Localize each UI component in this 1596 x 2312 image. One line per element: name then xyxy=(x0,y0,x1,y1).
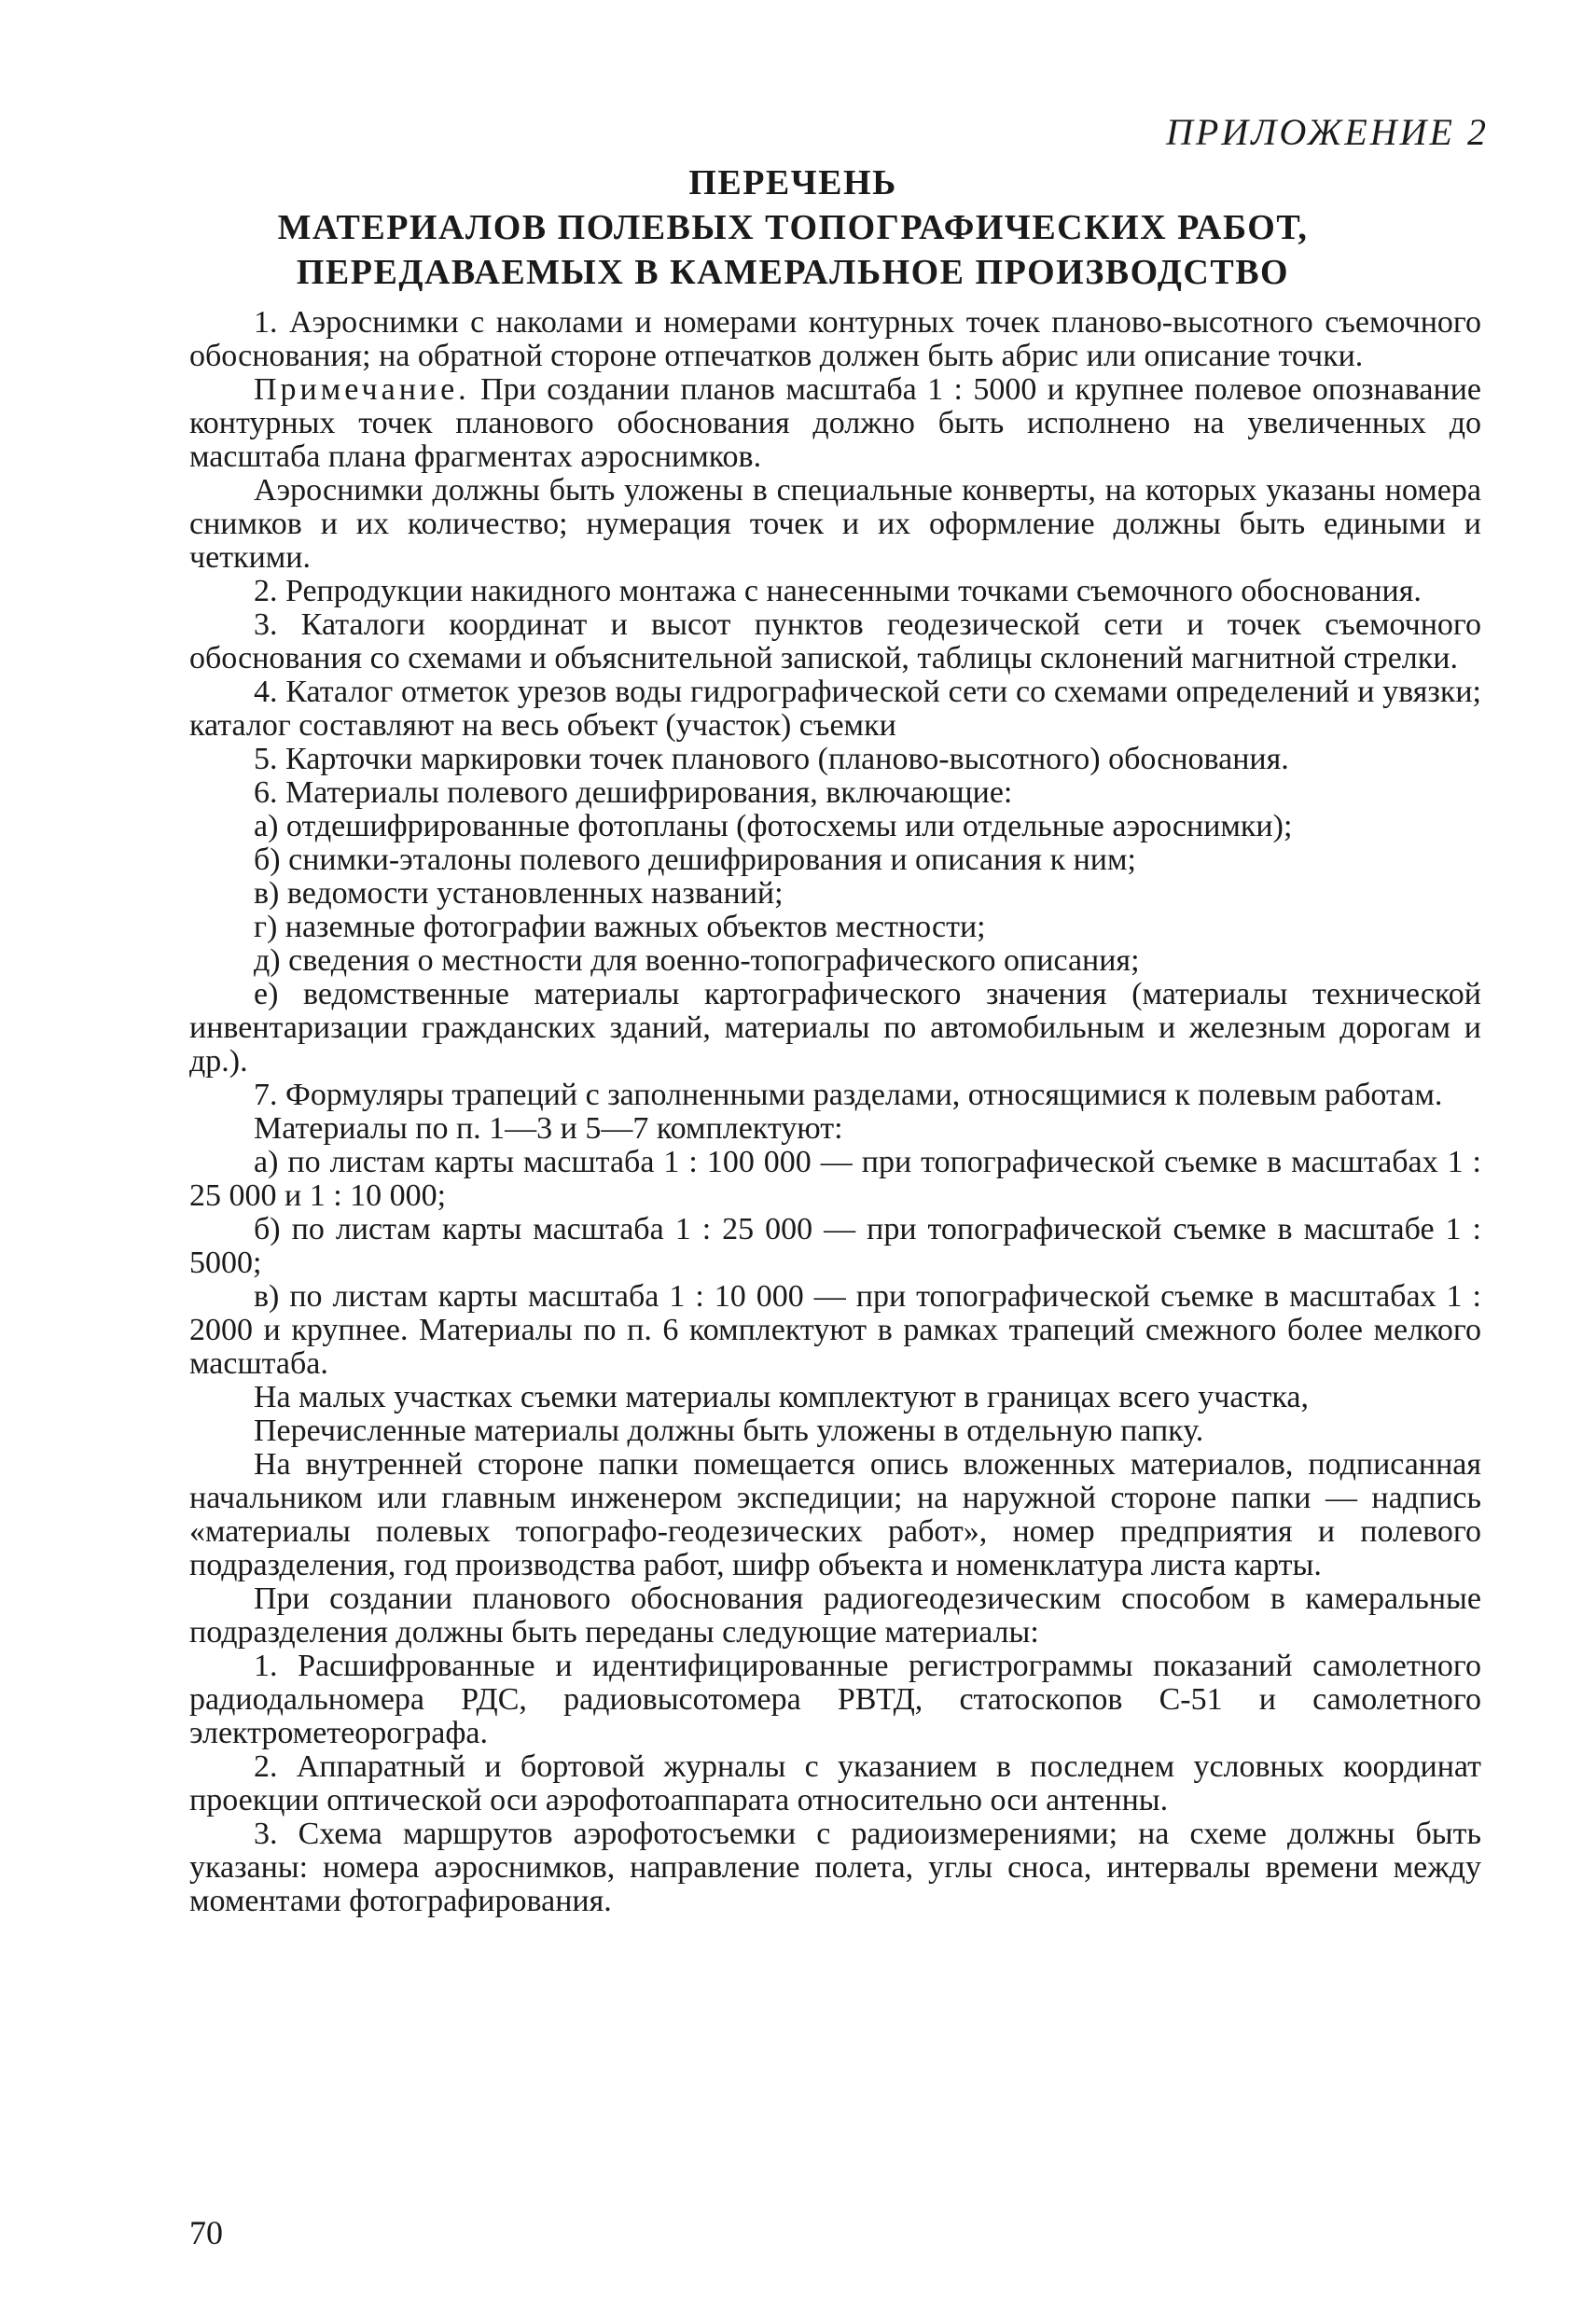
paragraph-envelopes: Аэроснимки должны быть уложены в специальные конверты, на которых указаны номера снимков и их количество; нумерация точек и их оформление должны быть едиными и четкими. xyxy=(189,473,1481,575)
title-line-2: МАТЕРИАЛОВ ПОЛЕВЫХ ТОПОГРАФИЧЕСКИХ РАБОТ, xyxy=(277,208,1309,247)
page-number: 70 xyxy=(189,2214,223,2251)
note-label: Примечание. xyxy=(254,372,470,407)
paragraph-item-2: 2. Репродукции накидного монтажа с нанесенными точками съемочного обоснования. xyxy=(254,574,1422,608)
paragraph-item-6: 6. Материалы полевого дешифрирования, включающие: xyxy=(254,775,1013,810)
radio-item-3: 3. Схема маршрутов аэрофотосъемки с радиоизмерениями; на схеме должны быть указаны: номера аэроснимков, направление полета, углы сноса, интервалы времени между моментами фотографирования. xyxy=(189,1817,1481,1918)
subitem-g: г) наземные фотографии важных объектов местности; xyxy=(254,910,986,944)
grouping-b: б) по листам карты масштаба 1 : 25 000 — при топографической съемке в масштабе 1 : 5000; xyxy=(189,1212,1481,1280)
paragraph-folder: Перечисленные материалы должны быть уложены в отдельную папку. xyxy=(254,1414,1204,1448)
note-text: При создании планов масштаба 1 : 5000 и крупнее полевое опознавание контурных точек планового обоснования должно быть исполнено на увеличенных до масштаба плана фрагментах аэроснимков. xyxy=(189,372,1481,474)
paragraph-item-4: 4. Каталог отметок урезов воды гидрографической сети со схемами определений и увязки; каталог составляют на весь объект (участок) съемки xyxy=(189,675,1481,743)
subitem-v: в) ведомости установленных названий; xyxy=(254,876,784,911)
paragraph-item-5: 5. Карточки маркировки точек планового (планово-высотного) обоснования. xyxy=(254,742,1289,776)
subitem-e: е) ведомственные материалы картографического значения (материалы технической инвентаризации гражданских зданий, материалы по автомобильным и железным дорогам и др.). xyxy=(189,977,1481,1079)
document-body xyxy=(189,306,1481,1918)
document-title xyxy=(187,160,1399,295)
paragraph-small-areas: На малых участках съемки материалы комплектуют в границах всего участка, xyxy=(254,1380,1309,1414)
appendix-label: ПРИЛОЖЕНИЕ 2 xyxy=(1166,111,1489,153)
title-line-1: ПЕРЕЧЕНЬ xyxy=(688,163,897,202)
subitem-b: б) снимки-эталоны полевого дешифрирования и описания к ним; xyxy=(254,843,1136,877)
paragraph-item-1: 1. Аэроснимки с наколами и номерами контурных точек планово-высотного съемочного обоснования; на обратной стороне отпечатков должен быть абрис или описание точки. xyxy=(189,305,1481,373)
paragraph-grouping: Материалы по п. 1—3 и 5—7 комплектуют: xyxy=(254,1111,843,1146)
subitem-a: а) отдешифрированные фотопланы (фотосхемы или отдельные аэроснимки); xyxy=(254,809,1293,843)
paragraph-item-3: 3. Каталоги координат и высот пунктов геодезической сети и точек съемочного обоснования со схемами и объяснительной запиской, таблицы склонений магнитной стрелки. xyxy=(189,607,1481,675)
note-paragraph xyxy=(189,373,1481,474)
title-line-3: ПЕРЕДАВАЕМЫХ В КАМЕРАЛЬНОЕ ПРОИЗВОДСТВО xyxy=(296,253,1290,292)
radio-item-2: 2. Аппаратный и бортовой журналы с указанием в последнем условных координат проекции оптической оси аэрофотоаппарата относительно оси антенны. xyxy=(189,1749,1481,1818)
radio-item-1: 1. Расшифрованные и идентифицированные регистрограммы показаний самолетного радиодальномера РДС, радиовысотомера РВТД, статоскопов С-51 и самолетного электрометеорографа. xyxy=(189,1649,1481,1750)
paragraph-item-7: 7. Формуляры трапеций с заполненными разделами, относящимися к полевым работам. xyxy=(254,1078,1443,1112)
grouping-v: в) по листам карты масштаба 1 : 10 000 — при топографической съемке в масштабах 1 : 2000 и крупнее. Материалы по п. 6 комплектуют в рамках трапеций смежного более мелкого масштаба. xyxy=(189,1279,1481,1381)
paragraph-radio-method: При создании планового обоснования радиогеодезическим способом в камеральные подразделения должны быть переданы следующие материалы: xyxy=(189,1581,1481,1650)
subitem-d: д) сведения о местности для военно-топографического описания; xyxy=(254,943,1140,978)
paragraph-inventory: На внутренней стороне папки помещается опись вложенных материалов, подписанная начальником или главным инженером экспедиции; на наружной стороне папки — надпись «материалы полевых топографо-геодезических работ», номер предприятия и полевого подразделения, год производства работ, шифр объекта и номенклатура листа карты. xyxy=(189,1447,1481,1582)
grouping-a: а) по листам карты масштаба 1 : 100 000 — при топографической съемке в масштабах 1 : 25 000 и 1 : 10 000; xyxy=(189,1145,1481,1213)
